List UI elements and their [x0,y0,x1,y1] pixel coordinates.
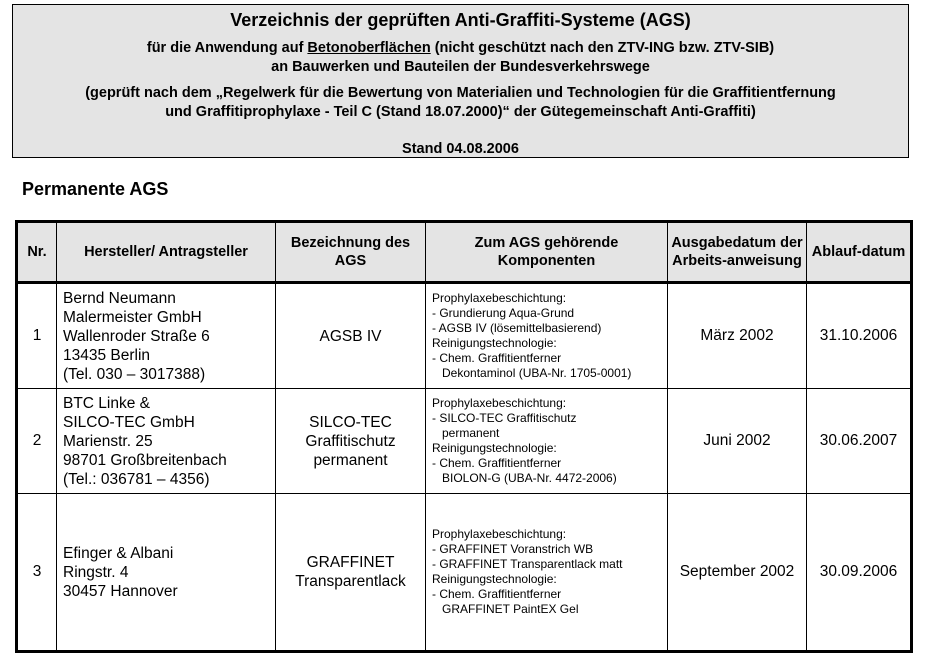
ags-name-line: GRAFFINET [306,554,395,571]
header-regulation-line-1: (geprüft nach dem „Regelwerk für die Bewertung von Materialien und Technologien für die Graffitientfernung [85,85,836,101]
section-title: Permanente AGS [22,179,169,199]
issue-date-cell: Juni 2002 [668,389,807,494]
manufacturer-line: Ringstr. 4 [63,563,129,581]
table-row [17,283,912,389]
manufacturer-line: (Tel.: 036781 – 4356) [63,470,210,488]
components-cell [426,494,668,652]
header-application-prefix: für die Anwendung auf [146,40,308,56]
component-line: GRAFFINET PaintEX Gel [442,602,579,616]
component-line: - Chem. Graffitientferner [432,587,562,601]
component-line: - GRAFFINET Transparentlack matt [432,557,623,571]
row-number: 1 [17,283,57,389]
expiry-date-cell: 31.10.2006 [807,283,912,389]
component-line: Reinigungstechnologie: [432,441,557,455]
component-line: permanent [442,426,500,440]
column-header-components: Zum AGS gehörende Komponenten [426,222,668,283]
issue-date-cell: September 2002 [668,494,807,652]
table-row [17,389,912,494]
manufacturer-cell [57,283,276,389]
header-application-suffix: (nicht geschützt nach den ZTV-ING bzw. ZTV-SIB) [430,40,775,56]
components-cell [426,389,668,494]
header-scope-line: an Bauwerken und Bauteilen der Bundesverkehrswege [271,59,650,75]
manufacturer-line: 98701 Großbreitenbach [63,451,227,469]
component-line: - Chem. Graffitientferner [432,351,562,365]
ags-name-line: Graffitischutz [305,432,396,450]
row-number: 3 [17,494,57,652]
component-line: Prophylaxebeschichtung: [432,291,567,305]
manufacturer-line: Bernd Neumann [63,289,176,307]
document-title: Verzeichnis der geprüften Anti-Graffiti-Systeme (AGS) [230,10,691,30]
document-header [12,4,909,158]
component-line: - SILCO-TEC Graffitischutz [432,411,577,425]
component-line: Dekontaminol (UBA-Nr. 1705-0001) [442,366,632,380]
component-line: - Chem. Graffitientferner [432,456,562,470]
table-header-row [17,222,912,283]
ags-name-cell [276,389,426,494]
header-application-line [13,40,908,56]
manufacturer-line: Marienstr. 25 [63,432,153,450]
ags-name-cell [276,494,426,652]
component-line: Reinigungstechnologie: [432,336,557,350]
header-regulation-line-2: und Graffitiprophylaxe - Teil C (Stand 18.07.2000)“ der Gütegemeinschaft Anti-Graffiti) [165,104,756,120]
component-line: - Grundierung Aqua-Grund [432,306,575,320]
manufacturer-cell [57,389,276,494]
table-row [17,494,912,652]
component-line: Reinigungstechnologie: [432,572,557,586]
manufacturer-line: Wallenroder Straße 6 [63,327,210,345]
manufacturer-line: Efinger & Albani [63,544,174,562]
header-surface-type: Betonoberflächen [307,40,431,56]
column-header-ags-name: Bezeichnung des AGS [276,222,426,283]
column-header-manufacturer: Hersteller/ Antragsteller [57,222,276,283]
manufacturer-line: 13435 Berlin [63,346,151,364]
ags-name-line: SILCO-TEC [309,413,392,431]
column-header-issue-date: Ausgabedatum der Arbeits-anweisung [668,222,807,283]
manufacturer-line: BTC Linke & [63,394,151,412]
component-line: BIOLON-G (UBA-Nr. 4472-2006) [442,471,617,485]
component-line: - GRAFFINET Voranstrich WB [432,542,594,556]
issue-date-cell: März 2002 [668,283,807,389]
row-number: 2 [17,389,57,494]
manufacturer-line: SILCO-TEC GmbH [63,413,195,431]
components-cell [426,283,668,389]
ags-name-line: permanent [313,451,388,469]
manufacturer-line: 30457 Hannover [63,582,178,600]
column-header-nr: Nr. [17,222,57,283]
manufacturer-cell [57,494,276,652]
header-stand-date: Stand 04.08.2006 [402,141,519,157]
ags-table [15,220,913,653]
manufacturer-line: (Tel. 030 – 3017388) [63,365,206,383]
ags-name-line: Transparentlack [295,573,406,590]
manufacturer-line: Malermeister GmbH [63,308,202,326]
ags-name-line: AGSB IV [319,327,382,345]
ags-name-cell [276,283,426,389]
expiry-date-cell: 30.06.2007 [807,389,912,494]
component-line: Prophylaxebeschichtung: [432,527,567,541]
component-line: Prophylaxebeschichtung: [432,396,567,410]
component-line: - AGSB IV (lösemittelbasierend) [432,321,602,335]
expiry-date-cell: 30.09.2006 [807,494,912,652]
column-header-expiry-date: Ablauf-datum [807,222,912,283]
